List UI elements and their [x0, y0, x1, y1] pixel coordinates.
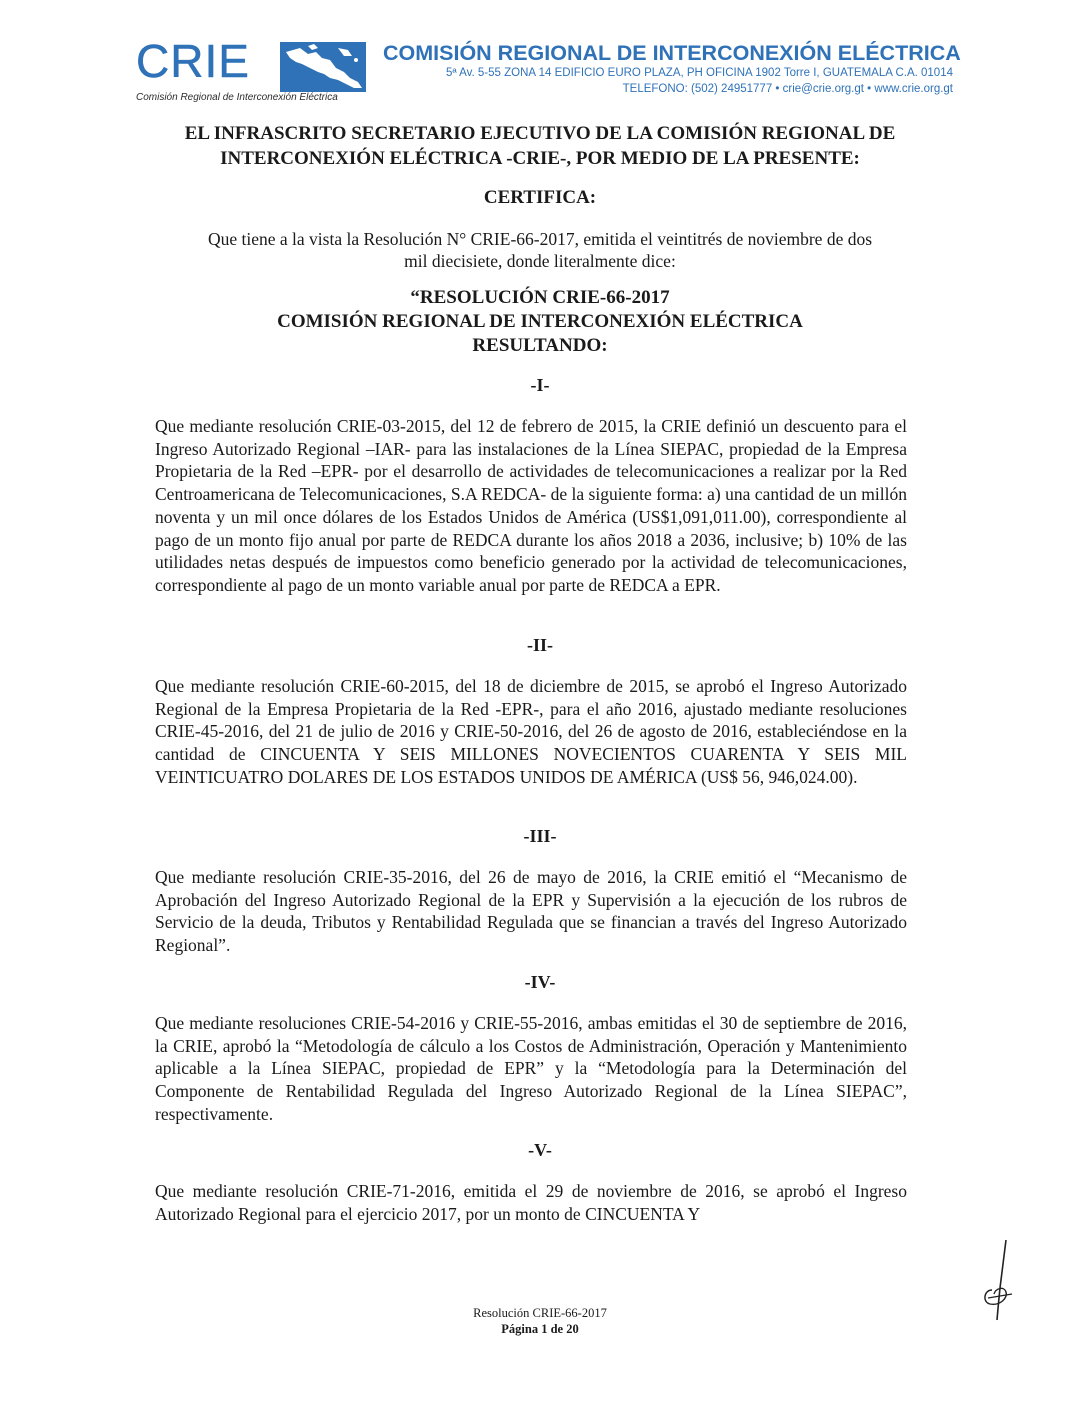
logo-subtitle: Comisión Regional de Interconexión Eléctrica: [136, 92, 338, 103]
section-numeral-5: -V-: [528, 1140, 552, 1160]
organization-contact: TELEFONO: (502) 24951777 • crie@crie.org.gt • www.crie.org.gt: [622, 83, 953, 95]
crie-logo: [136, 35, 368, 108]
section-numeral-3: -III-: [523, 826, 557, 846]
handwritten-initial-signature: [978, 1236, 1024, 1324]
footer-page-number: Página 1 de 20: [501, 1322, 579, 1336]
section-paragraph-1: Que mediante resolución CRIE-03-2015, del 12 de febrero de 2015, la CRIE definió un descuento para el Ingreso Autorizado Regional –IAR- para las instalaciones de la Línea SIEPAC, propiedad de la Empresa Propietaria de la Red –EPR- por el desarrollo de actividades de telecomunicaciones a realizar por la Red Centroamericana de Telecomunicaciones, S.A REDCA- de la siguiente forma: a) una cantidad de un millón noventa y un mil once dólares de los Estados Unidos de América (US$1,091,011.00), correspondiente al pago de un monto fijo anual por parte de REDCA durante los años 2018 a 2036, inclusive; b) 10% de las utilidades netas después de impuestos como beneficio generado por la actividad de telecomunicaciones, correspondiente al pago de un monto variable anual por parte de REDCA a EPR.: [155, 416, 907, 595]
organization-name: COMISIÓN REGIONAL DE INTERCONEXIÓN ELÉCTRICA: [383, 41, 961, 65]
section-numeral-4: -IV-: [524, 972, 556, 992]
intro-line-1: Que tiene a la vista la Resolución N° CRIE-66-2017, emitida el veintitrés de noviembre de dos: [207, 229, 873, 249]
central-america-map-icon: [278, 38, 368, 96]
section-paragraph-5: Que mediante resolución CRIE-71-2016, emitida el 29 de noviembre de 2016, se aprobó el Ingreso Autorizado Regional para el ejercicio 2017, por un monto de CINCUENTA Y: [155, 1181, 907, 1224]
resolution-title: [150, 286, 930, 358]
intro-line-2: mil diecisiete, donde literalmente dice:: [404, 251, 676, 271]
organization-address: 5ª Av. 5-55 ZONA 14 EDIFICIO EURO PLAZA, PH OFICINA 1902 Torre I, GUATEMALA C.A. 01014: [445, 67, 953, 79]
section-numeral-1: -I-: [530, 375, 550, 395]
section-paragraph-3: Que mediante resolución CRIE-35-2016, del 26 de mayo de 2016, la CRIE emitió el “Mecanismo de Aprobación del Ingreso Autorizado Regional de la EPR y Supervisión a la ejecución de los rubros de Servicio de la deuda, Tributos y Rentabilidad Regulada que se financian a través del Ingreso Autorizado Regional”.: [155, 867, 907, 956]
section-numeral-2: -II-: [527, 635, 553, 655]
certifica-title: CERTIFICA:: [483, 187, 597, 208]
footer-resolution: Resolución CRIE-66-2017: [473, 1306, 607, 1320]
resolution-title-line-3: RESULTANDO:: [472, 335, 608, 356]
logo-letters: CRIE: [136, 35, 250, 87]
certification-heading: [150, 121, 930, 171]
section-paragraph-4: Que mediante resoluciones CRIE-54-2016 y CRIE-55-2016, ambas emitidas el 30 de septiembre de 2016, la CRIE, aprobó la “Metodología de cálculo a los Costos de Administración, Operación y Mantenimiento aplicable a la Línea SIEPAC, propiedad de EPR” y la “Metodología para la Determinación del Componente de Rentabilidad Regulada del Ingreso Autorizado Regional de la Línea SIEPAC”, respectivamente.: [155, 1013, 907, 1124]
heading-line-2: INTERCONEXIÓN ELÉCTRICA -CRIE-, POR MEDIO DE LA PRESENTE:: [220, 148, 860, 169]
heading-line-1: EL INFRASCRITO SECRETARIO EJECUTIVO DE LA COMISIÓN REGIONAL DE: [184, 123, 896, 144]
intro-paragraph: [150, 228, 930, 272]
resolution-title-line-1: “RESOLUCIÓN CRIE-66-2017: [410, 287, 670, 308]
section-paragraph-2: Que mediante resolución CRIE-60-2015, del 18 de diciembre de 2015, se aprobó el Ingreso Autorizado Regional de la Empresa Propietaria de la Red -EPR-, para el año 2016, ajustado mediante resoluciones CRIE-45-2016, del 21 de julio de 2016 y CRIE-50-2016, del 26 de agosto de 2016, estableciéndose en la cantidad de CINCUENTA Y SEIS MILLONES NOVECIENTOS CUARENTA Y SEIS MIL VEINTICUATRO DOLARES DE LOS ESTADOS UNIDOS DE AMÉRICA (US$ 56, 946,024.00).: [155, 676, 907, 787]
resolution-title-line-2: COMISIÓN REGIONAL DE INTERCONEXIÓN ELÉCTRICA: [277, 311, 803, 332]
